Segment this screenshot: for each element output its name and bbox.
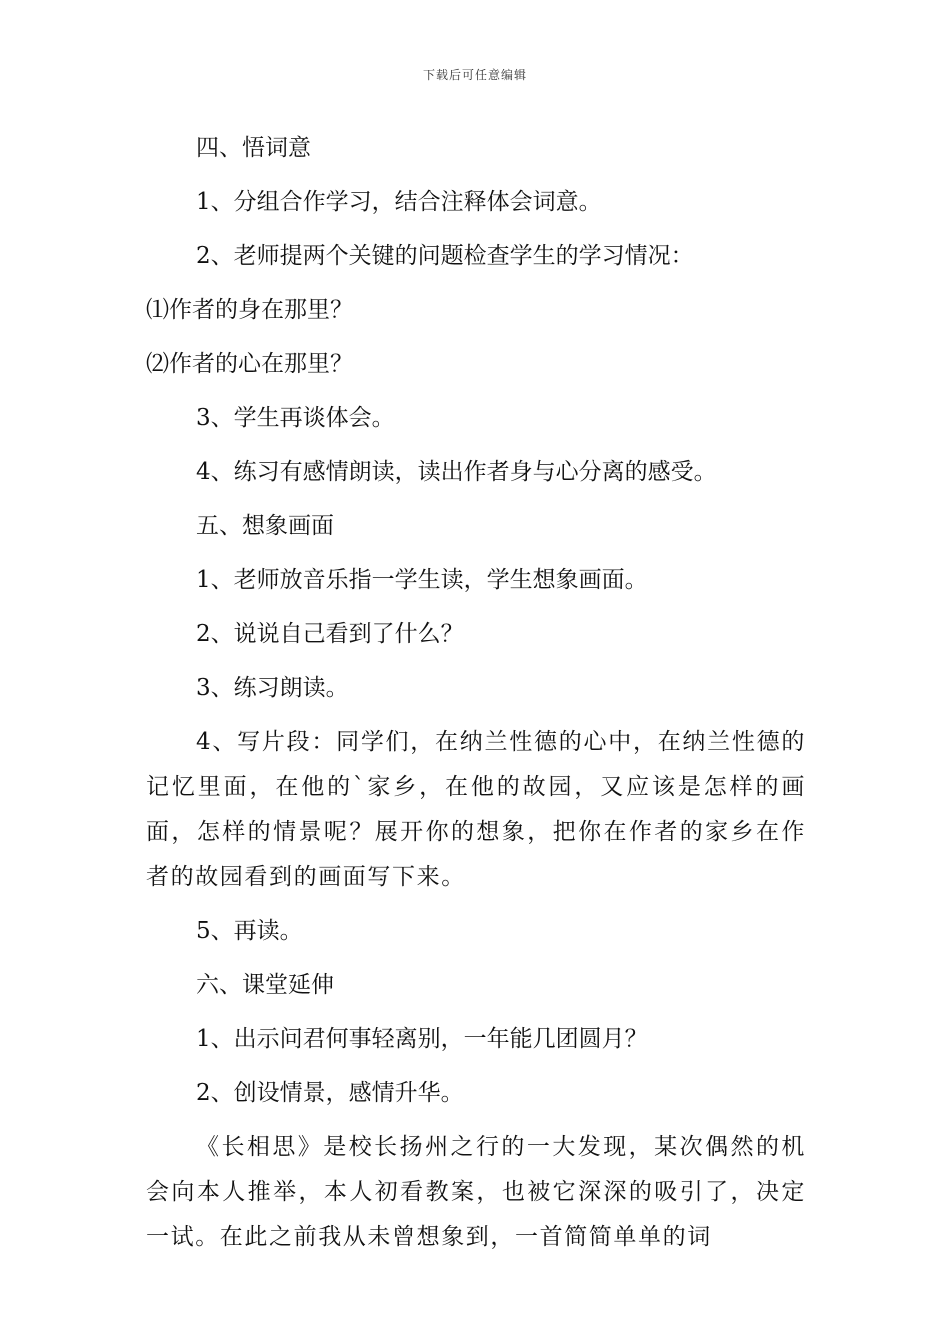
list-item: ⑵作者的心在那里？ [146,351,353,377]
list-item: 5、再读。 [196,918,303,944]
list-item: 1、出示问君何事轻离别，一年能几团圆月？ [196,1026,648,1052]
section-heading-4: 四、悟词意 [196,135,311,161]
writing-task-paragraph: 4、写片段：同学们，在纳兰性德的心中，在纳兰性德的记忆里面，在他的`家乡，在他的故园，又应该是怎样的画面，怎样的情景呢？展开你的想象，把你在作者的家乡在作者的故园看到的画面写下来。 [146,729,806,890]
section-heading-5: 五、想象画面 [196,513,334,539]
page-header-note: 下载后可任意编辑 [422,68,527,82]
list-item: 3、学生再谈体会。 [196,405,395,431]
document-body [146,126,806,1260]
list-item: 3、练习朗读。 [196,675,349,701]
list-item: 1、老师放音乐指一学生读，学生想象画面。 [196,567,648,593]
list-item: 2、说说自己看到了什么？ [196,621,464,647]
list-item: 2、创设情景，感情升华。 [196,1080,464,1106]
list-item: ⑴作者的身在那里？ [146,297,353,323]
list-item: 1、分组合作学习，结合注释体会词意。 [196,189,602,215]
list-item: 4、练习有感情朗读，读出作者身与心分离的感受。 [196,459,717,485]
section-heading-6: 六、课堂延伸 [196,972,334,998]
closing-paragraph: 《长相思》是校长扬州之行的一大发现，某次偶然的机会向本人推举，本人初看教案，也被它深深的吸引了，决定一试。在此之前我从未曾想象到，一首简简单单的词 [146,1134,806,1250]
list-item: 2、老师提两个关键的问题检查学生的学习情况： [196,243,694,269]
